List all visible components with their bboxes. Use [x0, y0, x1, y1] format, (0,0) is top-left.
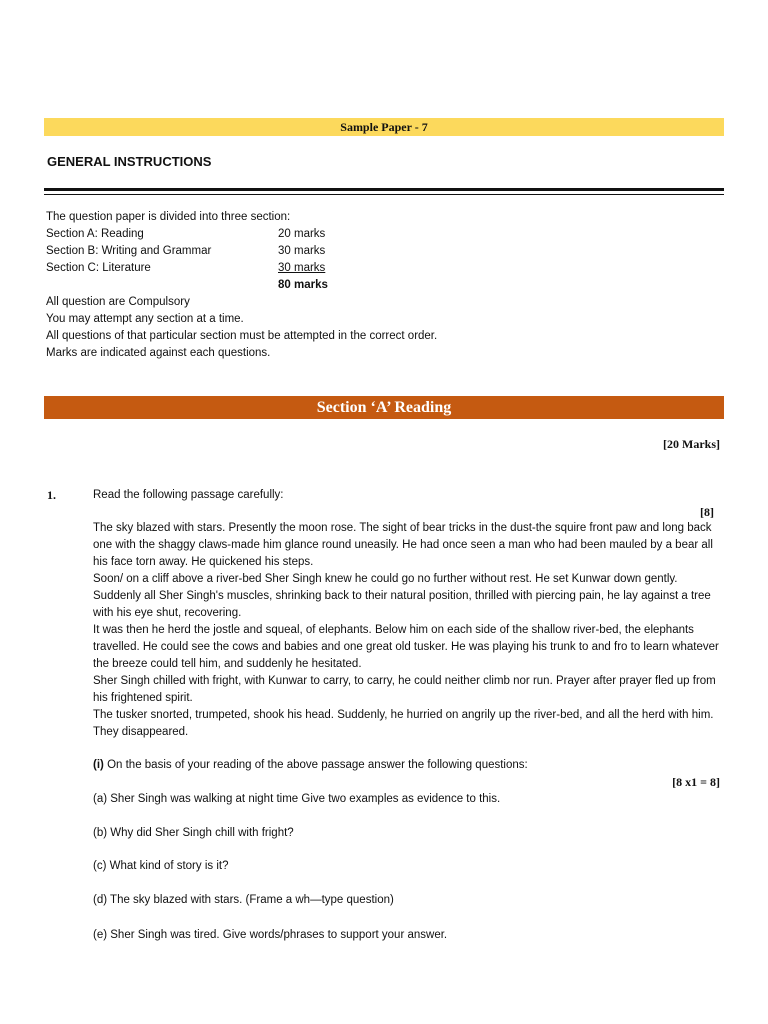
question-prompt: Read the following passage carefully: — [93, 489, 284, 501]
section-a-marks: 20 marks — [278, 228, 326, 240]
paper-title-bar — [44, 118, 724, 136]
passage-paragraph: Sher Singh chilled with fright, with Kunwar to carry, to carry, he could neither climb nor run. Prayer after prayer fled up from his frightened spirit. — [93, 675, 716, 704]
sub-question-intro — [93, 757, 528, 774]
passage-paragraph: The tusker snorted, trumpeted, shook his head. Suddenly, he hurried on angrily up the river-bed, and all the herd with him. They disappeared. — [93, 709, 714, 738]
reading-passage — [93, 520, 723, 741]
question-item: (e) Sher Singh was tired. Give words/phrases to support your answer. — [93, 929, 448, 941]
instructions-intro: The question paper is divided into three section: — [46, 211, 291, 223]
general-instructions-heading: GENERAL INSTRUCTIONS — [47, 154, 212, 169]
divider-thick — [44, 188, 724, 191]
section-a-title: Section ‘A’ Reading — [316, 398, 452, 416]
section-a-bar — [44, 396, 724, 419]
sub-question-label: (i) — [93, 759, 104, 771]
passage-paragraph: Soon/ on a cliff above a river-bed Sher Singh knew he could go no further without rest. He set Kunwar down gently. Suddenly all Sher Singh's muscles, shrinking back to their natural position, thrilled with piercing pain, he lay against a tree with his eye shut, recovering. — [93, 573, 711, 619]
note-item: All question are Compulsory — [46, 296, 190, 308]
section-b-marks: 30 marks — [278, 245, 326, 257]
section-c-marks: 30 marks — [278, 262, 326, 274]
section-b-name: Section B: Writing and Grammar — [46, 245, 212, 257]
note-item: All questions of that particular section must be attempted in the correct order. — [46, 330, 438, 342]
question-item: (a) Sher Singh was walking at night time Give two examples as evidence to this. — [93, 793, 501, 805]
divider-thin — [44, 194, 724, 195]
question-item: (b) Why did Sher Singh chill with fright? — [93, 827, 294, 839]
note-item: You may attempt any section at a time. — [46, 313, 244, 325]
section-a-marks-label: [20 Marks] — [663, 437, 720, 451]
sub-question-marks: [8 x1 = 8] — [672, 775, 720, 789]
passage-paragraph: The sky blazed with stars. Presently the moon rose. The sight of bear tricks in the dust-the squire front paw and long back one with the shaggy claws-made him glance round uneasily. He had once seen a man who had been mauled by a bear all his face torn away. He quickened his steps. — [93, 522, 713, 568]
note-item: Marks are indicated against each questions. — [46, 347, 271, 359]
passage-paragraph: It was then he herd the jostle and squeal, of elephants. Below him on each side of the shallow river-bed, the elephants travelled. He could see the cows and babies and one great old tusker. He was playing his trunk to and fro to learn whatever the breeze could tell him, and suddenly he hesitated. — [93, 624, 719, 670]
question-number: 1. — [47, 488, 56, 502]
section-c-name: Section C: Literature — [46, 262, 151, 274]
question-item: (d) The sky blazed with stars. (Frame a wh—type question) — [93, 894, 394, 906]
question-marks: [8] — [700, 505, 714, 519]
paper-title: Sample Paper - 7 — [340, 119, 428, 134]
question-item: (c) What kind of story is it? — [93, 860, 229, 872]
total-marks: 80 marks — [278, 279, 328, 291]
sub-question-prompt: On the basis of your reading of the above passage answer the following questions: — [107, 759, 528, 771]
section-a-name: Section A: Reading — [46, 228, 144, 240]
